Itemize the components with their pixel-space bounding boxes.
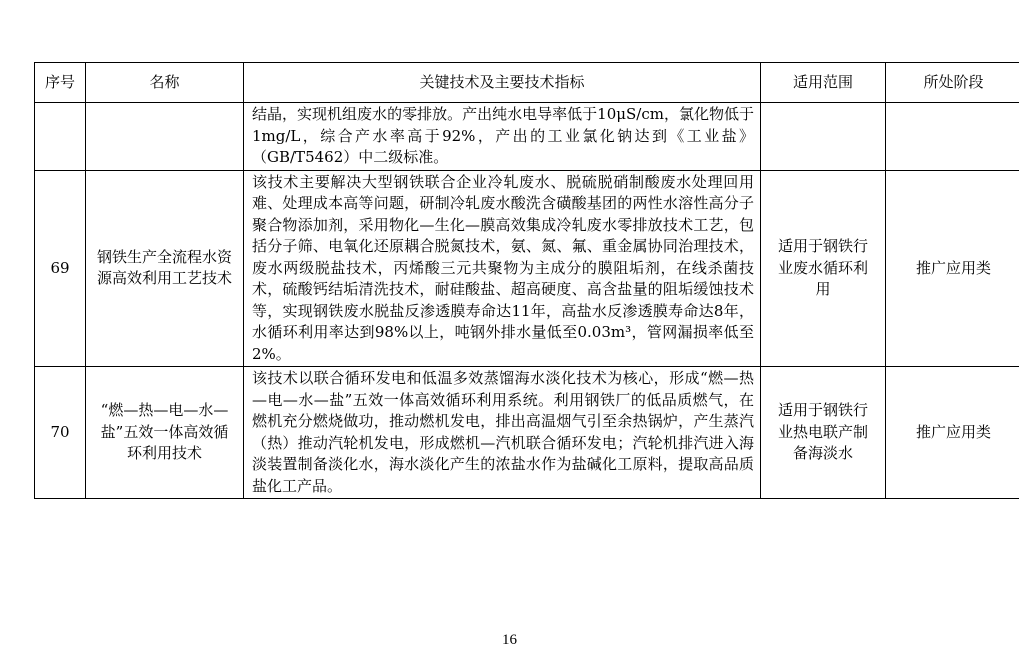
row-name — [86, 103, 244, 171]
row-stage — [886, 103, 1019, 171]
header-stage: 所处阶段 — [886, 63, 1019, 103]
table-header-row — [35, 63, 1019, 103]
row-no — [35, 103, 86, 171]
header-no: 序号 — [35, 63, 86, 103]
row-tech: 该技术主要解决大型钢铁联合企业冷轧废水、脱硫脱硝制酸废水处理回用难、处理成本高等问题，研制冷轧废水酸洗含磺酸基团的两性水溶性高分子聚合物添加剂，采用物化—生化—膜高效集成冷轧废水零排放技术工艺，包括分子筛、电氧化还原耦合脱氮技术，氨、氮、氟、重金属协同治理技术，废水两级脱盐技术，丙烯酸三元共聚物为主成分的膜阻垢剂，在线杀菌技术，硫酸钙结垢清洗技术，耐硅酸盐、超高硬度、高含盐量的阻垢缓蚀技术等，实现钢铁废水脱盐反渗透膜寿命达11年，高盐水反渗透膜寿命达8年，水循环利用率达到98%以上，吨钢外排水量低至0.03m³，管网漏损率低至2%。 — [244, 170, 761, 367]
row-stage: 推广应用类 — [886, 367, 1019, 499]
page-number: 16 — [502, 632, 517, 648]
row-no: 70 — [35, 367, 86, 499]
table-row — [35, 103, 1019, 171]
header-tech: 关键技术及主要技术指标 — [244, 63, 761, 103]
row-stage: 推广应用类 — [886, 170, 1019, 367]
technology-table — [34, 62, 1019, 499]
row-scope: 适用于钢铁行业废水循环利用 — [761, 170, 886, 367]
header-scope: 适用范围 — [761, 63, 886, 103]
row-name: 钢铁生产全流程水资源高效利用工艺技术 — [86, 170, 244, 367]
row-scope — [761, 103, 886, 171]
row-tech: 该技术以联合循环发电和低温多效蒸馏海水淡化技术为核心，形成“燃—热—电—水—盐”五效一体高效循环利用系统。利用钢铁厂的低品质燃气，在燃机充分燃烧做功，推动燃机发电，排出高温烟气引至余热锅炉，产生蒸汽（热）推动汽轮机发电，形成燃机—汽机联合循环发电；汽轮机排汽进入海淡装置制备淡化水，海水淡化产生的浓盐水作为盐碱化工原料，提取高品质盐化工产品。 — [244, 367, 761, 499]
row-no: 69 — [35, 170, 86, 367]
table-row — [35, 170, 1019, 367]
table-row — [35, 367, 1019, 499]
row-name: “燃—热—电—水—盐”五效一体高效循环利用技术 — [86, 367, 244, 499]
row-tech: 结晶，实现机组废水的零排放。产出纯水电导率低于10μS/cm，氯化物低于1mg/L，综合产水率高于92%，产出的工业氯化钠达到《工业盐》（GB/T5462）中二级标准。 — [244, 103, 761, 171]
row-scope: 适用于钢铁行业热电联产制备海淡水 — [761, 367, 886, 499]
header-name: 名称 — [86, 63, 244, 103]
